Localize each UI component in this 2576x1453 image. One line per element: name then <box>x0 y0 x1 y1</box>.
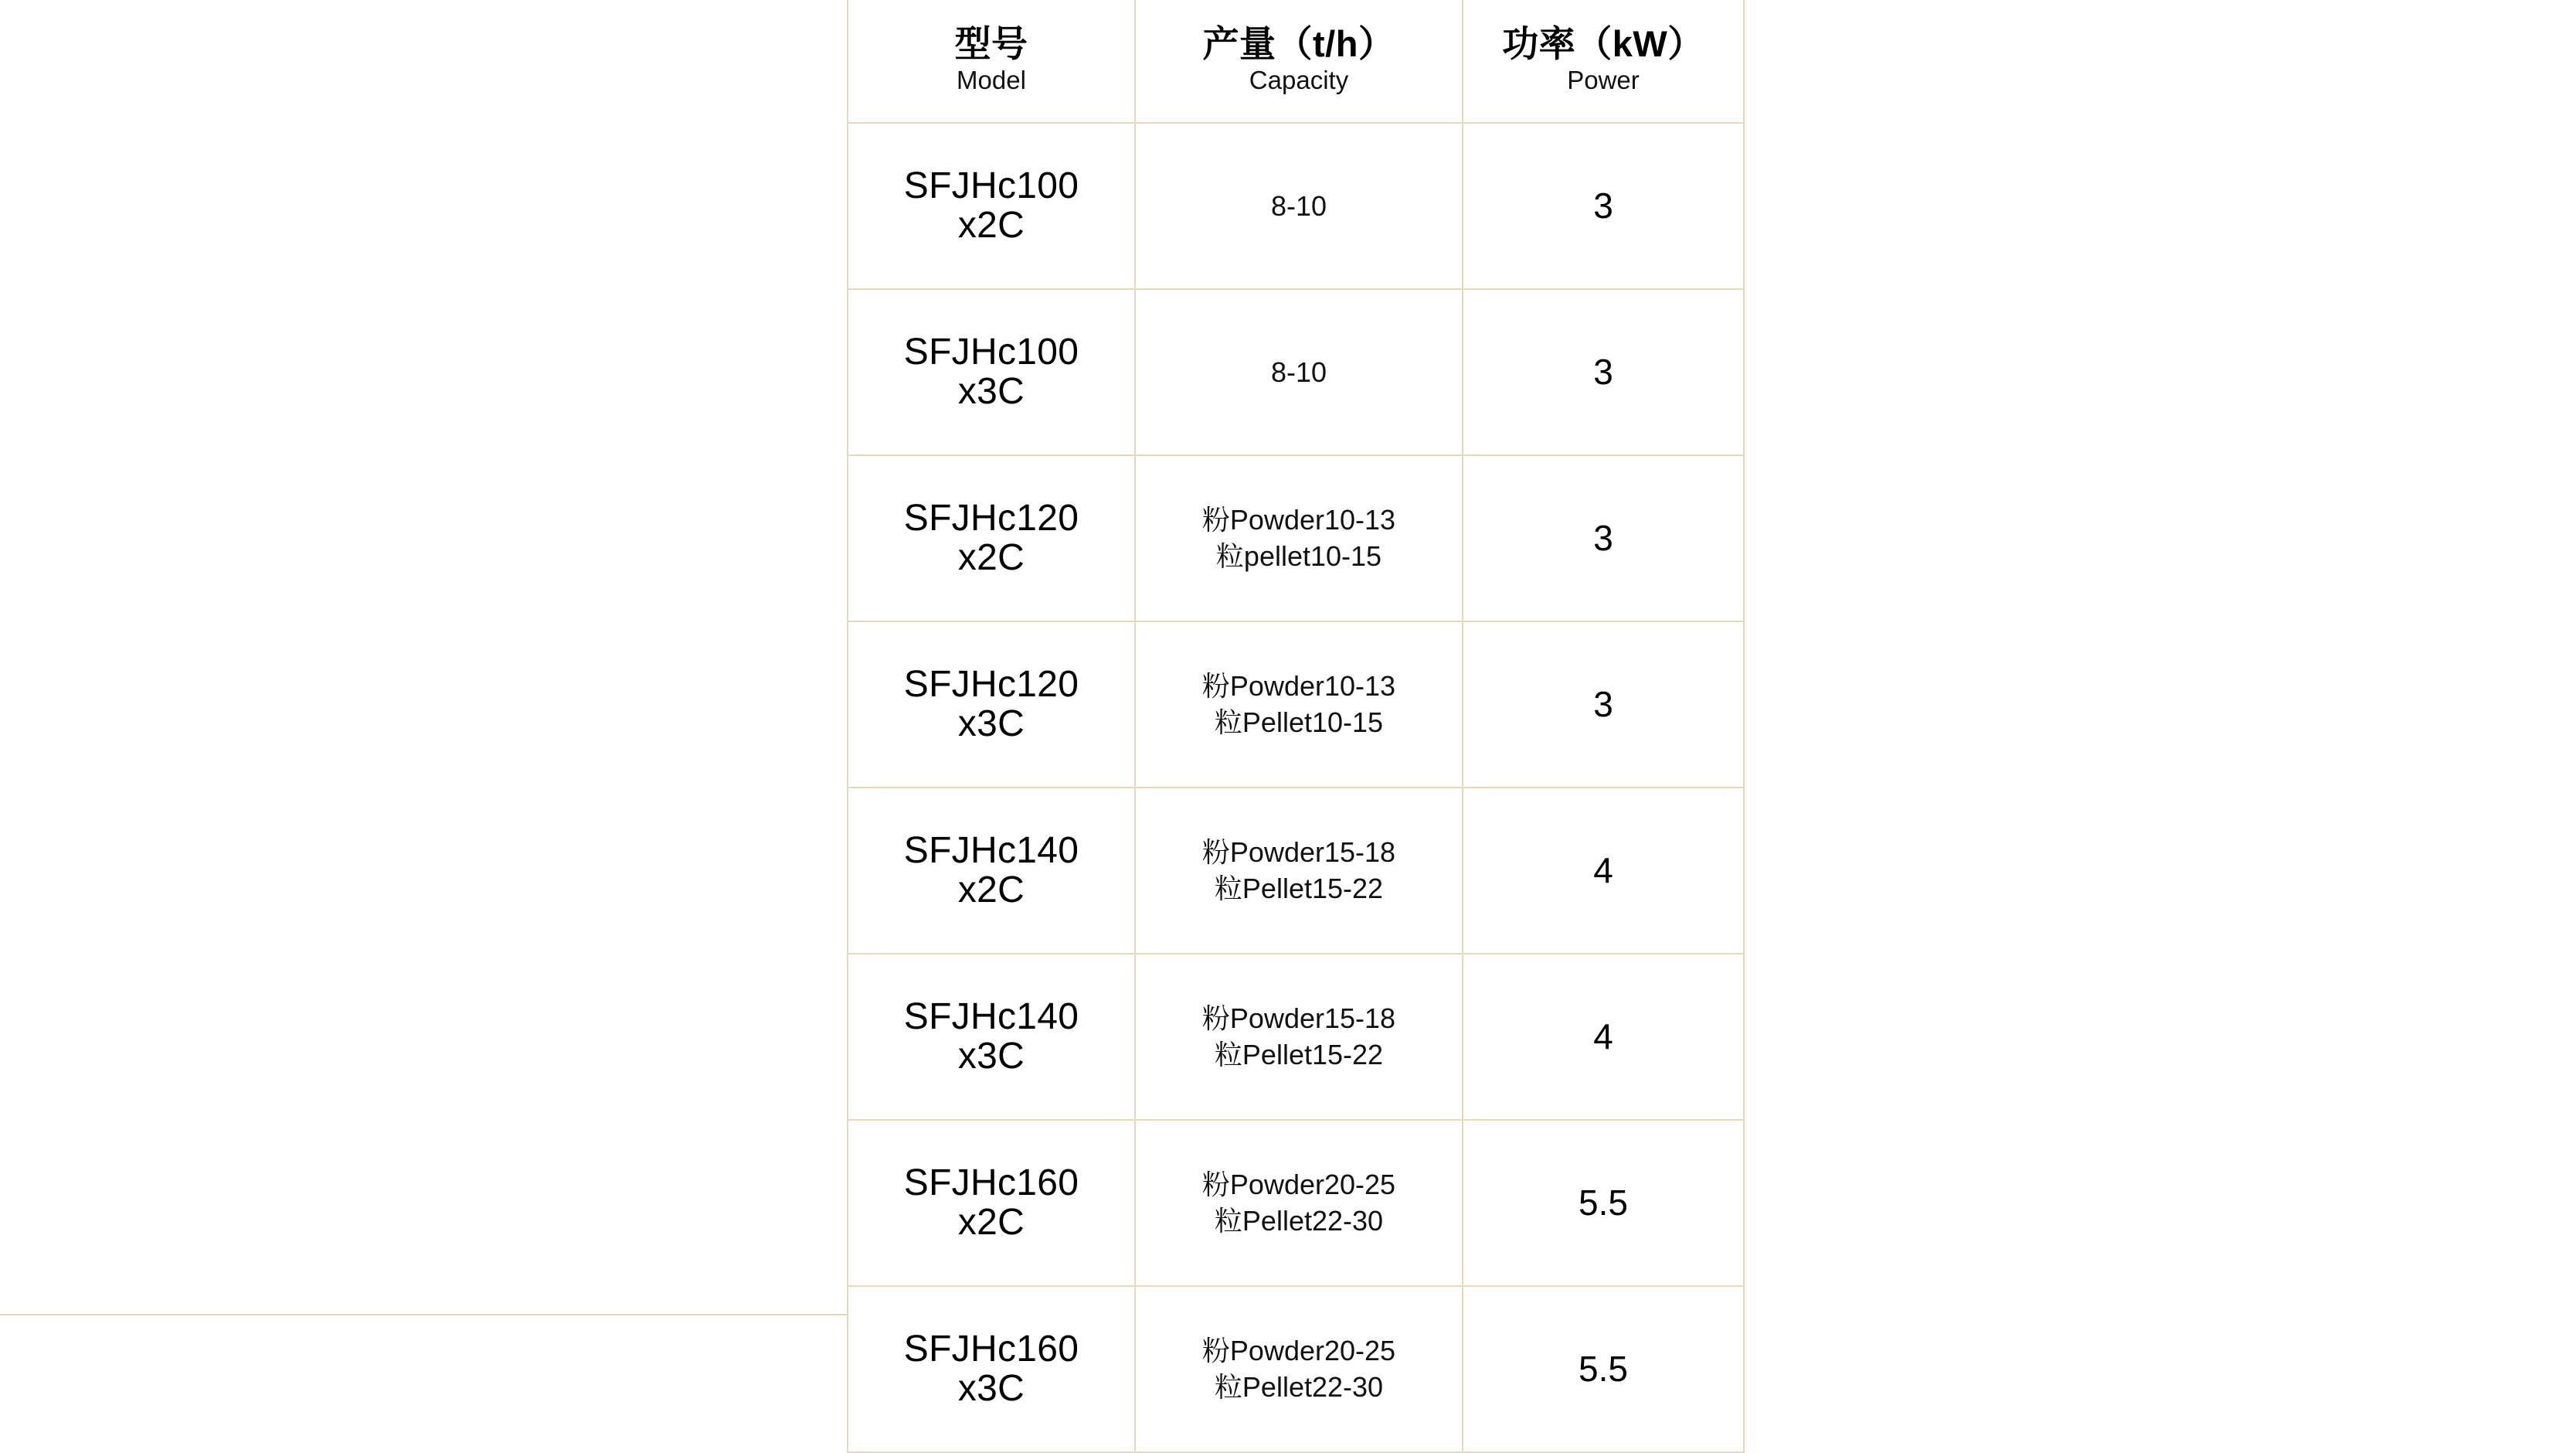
cell-capacity-line-pellet: 粒Pellet15-22 <box>1214 1038 1384 1070</box>
cell-model <box>848 455 1135 621</box>
cell-model-tail: x3C <box>957 1367 1025 1409</box>
cell-capacity-line-pellet: 粒Pellet15-22 <box>1214 872 1384 904</box>
cell-model-tail: x3C <box>957 1035 1025 1077</box>
cell-capacity-line: 8-10 <box>1270 356 1327 388</box>
table-row <box>848 1120 1744 1286</box>
cell-model-tail: x2C <box>957 204 1025 246</box>
cell-model <box>848 621 1135 788</box>
table-row <box>848 1286 1744 1452</box>
cell-capacity-line: 8-10 <box>1270 189 1327 222</box>
table-row <box>848 954 1744 1120</box>
cell-model-tail: x2C <box>957 536 1025 578</box>
cell-capacity <box>1135 1286 1463 1452</box>
column-header-capacity-cn: 产量（t/h） <box>1202 22 1395 64</box>
table-row <box>848 788 1744 954</box>
cell-model-tail: x3C <box>957 703 1025 744</box>
cell-model <box>848 1286 1135 1452</box>
cell-capacity-line-pellet: 粒Pellet22-30 <box>1214 1204 1384 1237</box>
cell-power: 3 <box>1463 289 1744 455</box>
cell-model-head: SFJHc120 <box>903 663 1079 705</box>
table-row <box>848 289 1744 455</box>
cell-model <box>848 1120 1135 1286</box>
table-row <box>848 455 1744 621</box>
left-horizontal-rule <box>0 1314 850 1315</box>
cell-model <box>848 123 1135 289</box>
cell-model-tail: x2C <box>957 1201 1025 1243</box>
column-header-model <box>848 0 1135 123</box>
column-header-model-en: Model <box>957 66 1026 95</box>
column-header-power-cn: 功率（kW） <box>1502 22 1704 64</box>
cell-capacity-line-powder: 粉Powder10-13 <box>1201 670 1396 703</box>
cell-capacity-line-powder: 粉Powder15-18 <box>1201 1002 1396 1035</box>
cell-model-head: SFJHc160 <box>903 1162 1079 1203</box>
cell-model-head: SFJHc160 <box>903 1328 1079 1370</box>
table-header-row <box>848 0 1744 123</box>
cell-model-head: SFJHc140 <box>903 829 1079 871</box>
table-header <box>848 0 1744 123</box>
cell-power: 5.5 <box>1463 1286 1744 1452</box>
cell-model-head: SFJHc140 <box>903 995 1079 1037</box>
cell-capacity <box>1135 788 1463 954</box>
table-body <box>848 123 1744 1452</box>
cell-capacity <box>1135 1120 1463 1286</box>
column-header-power <box>1463 0 1744 123</box>
cell-power: 4 <box>1463 788 1744 954</box>
cell-capacity-line-pellet: 粒pellet10-15 <box>1215 539 1382 572</box>
cell-model-tail: x3C <box>957 370 1025 412</box>
cell-model <box>848 954 1135 1120</box>
column-header-model-cn: 型号 <box>954 22 1028 64</box>
cell-model-head: SFJHc120 <box>903 497 1079 539</box>
column-header-power-en: Power <box>1567 66 1640 95</box>
cell-power: 5.5 <box>1463 1120 1744 1286</box>
cell-power: 4 <box>1463 954 1744 1120</box>
cell-capacity-line-powder: 粉Powder20-25 <box>1201 1169 1396 1201</box>
cell-capacity-line-pellet: 粒Pellet22-30 <box>1214 1370 1384 1403</box>
specification-table-container <box>847 0 1743 1453</box>
cell-capacity <box>1135 954 1463 1120</box>
cell-power: 3 <box>1463 123 1744 289</box>
cell-model-head: SFJHc100 <box>903 331 1079 373</box>
cell-capacity <box>1135 123 1463 289</box>
cell-capacity-line-powder: 粉Powder10-13 <box>1201 504 1396 536</box>
cell-capacity <box>1135 289 1463 455</box>
cell-power: 3 <box>1463 621 1744 788</box>
column-header-capacity-en: Capacity <box>1249 66 1349 95</box>
cell-power: 3 <box>1463 455 1744 621</box>
column-header-capacity <box>1135 0 1463 123</box>
table-row <box>848 123 1744 289</box>
cell-capacity-line-powder: 粉Powder20-25 <box>1201 1335 1396 1367</box>
specification-table <box>847 0 1745 1453</box>
table-row <box>848 621 1744 788</box>
cell-capacity <box>1135 621 1463 788</box>
cell-capacity <box>1135 455 1463 621</box>
cell-model <box>848 788 1135 954</box>
cell-model-head: SFJHc100 <box>903 165 1079 206</box>
cell-capacity-line-powder: 粉Powder15-18 <box>1201 836 1396 869</box>
cell-capacity-line-pellet: 粒Pellet10-15 <box>1214 706 1384 738</box>
cell-model <box>848 289 1135 455</box>
cell-model-tail: x2C <box>957 869 1025 910</box>
